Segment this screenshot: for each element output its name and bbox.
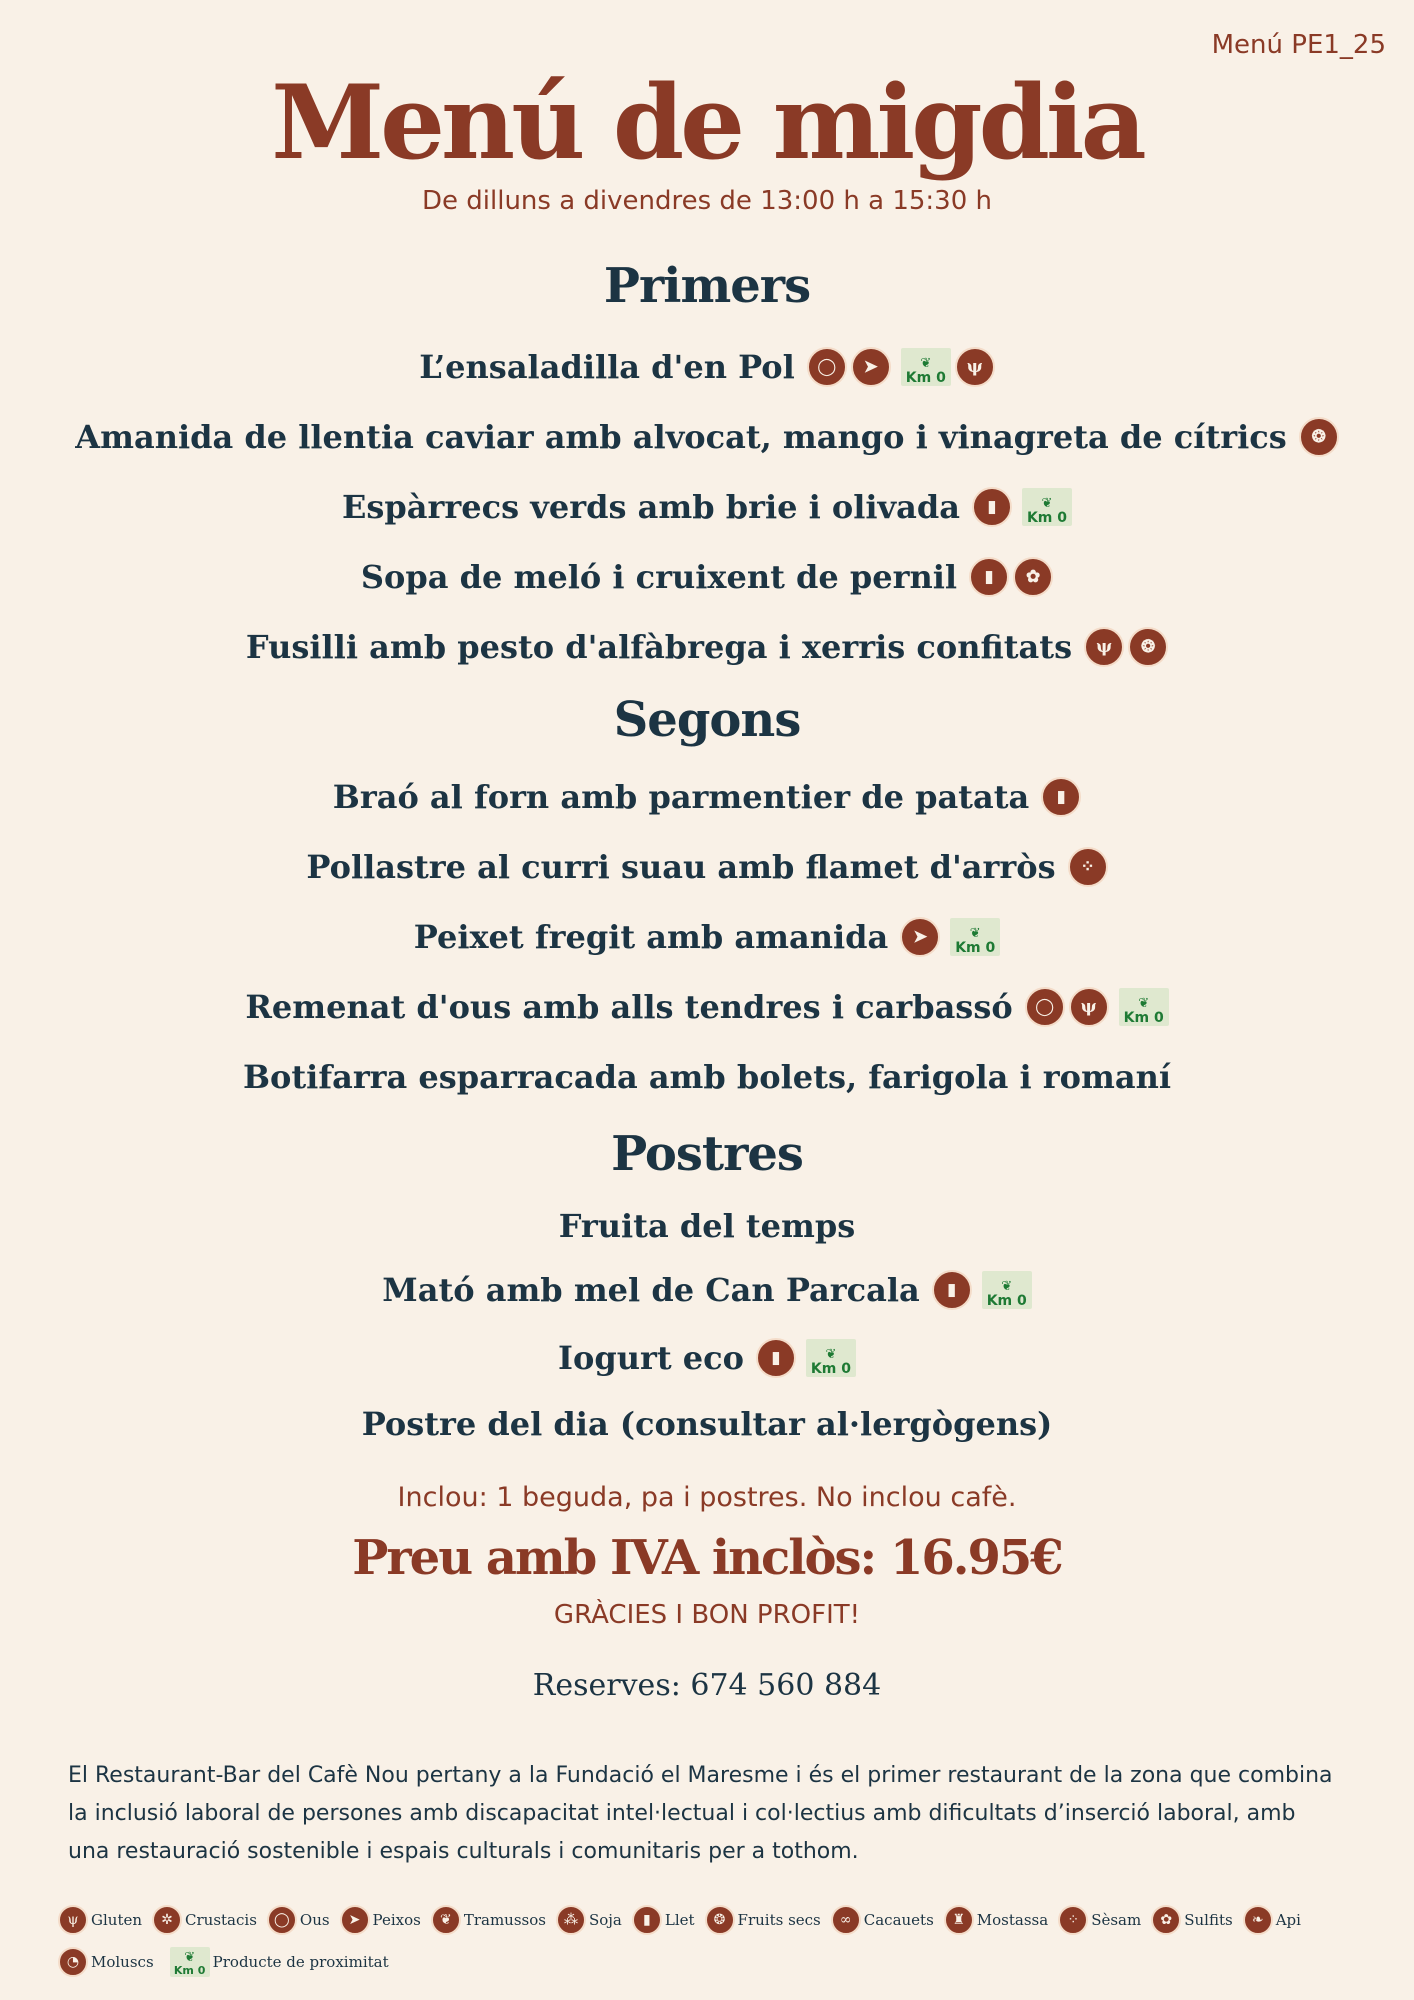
cacauets-icon: ∞ [831,1905,861,1935]
dish-item [0,345,1414,389]
reservations-phone: Reserves: 674 560 884 [532,1668,882,1703]
legend-label: Producte de proximitat [212,1953,389,1971]
allergen-badges [756,1338,856,1378]
dish-item [0,915,1414,959]
dish-name: Mató amb mel de Can Parcala [382,1271,920,1309]
thanks-text: GRÀCIES I BON PROFIT! [553,1600,861,1630]
legend-label: Soja [588,1911,622,1929]
dish-item [0,625,1414,669]
dish-name: Espàrrecs verds amb brie i olivada [342,488,960,526]
km0-icon [1119,988,1169,1026]
dish-item [0,485,1414,529]
gluten-icon: ψ [955,347,995,387]
about-text: El Restaurant-Bar del Cafè Nou pertany a la Fundació el Maresme i és el primer restaurant de la zona que combina la inclusió laboral de persones amb discapacitat intel·lectual i col·lectius amb dificultats d’inserció laboral, amb una restauració sostenible i espais culturals i comunitaris per a tothom. [68,1763,1333,1864]
llet-icon: ▮ [756,1338,796,1378]
legend-label: Crustacis [185,1911,257,1929]
allergen-badges [1025,987,1169,1027]
leaf-icon: ❦ [1041,496,1053,511]
leaf-icon: ❦ [1001,1279,1013,1294]
legend-item [58,1947,154,1977]
llet-icon: ▮ [969,557,1009,597]
km0-icon [982,1271,1032,1309]
leaf-icon: ❦ [969,926,981,941]
legend-item [556,1905,622,1935]
fruits-secs-icon: ❂ [1128,627,1168,667]
legend-item [431,1905,546,1935]
legend-label: Sulfits [1184,1911,1233,1929]
sesam-icon: ⁘ [1058,1905,1088,1935]
legend-item [340,1905,421,1935]
leaf-icon: ❦ [1138,996,1150,1011]
mostassa-icon: ♜ [944,1905,974,1935]
gluten-icon: ψ [1069,987,1109,1027]
fruits-secs-icon: ❂ [705,1905,735,1935]
dish-item [0,415,1414,459]
dish-name: Postre del dia (consultar al·lergògens) [361,1405,1053,1443]
km0-text: Km 0 [173,1964,206,1977]
legend-label: Cacauets [863,1911,934,1929]
leaf-icon: ❦ [184,1950,196,1965]
legend-item [58,1905,142,1935]
leaf-icon: ❦ [920,356,932,371]
legend-item [1058,1905,1141,1935]
legend-label: Moluscs [91,1953,154,1971]
gluten-icon: ψ [1084,627,1124,667]
allergen-badges [1084,627,1168,667]
km0-text: Km 0 [1026,510,1068,526]
allergen-badges [900,917,1000,957]
km0-text: Km 0 [955,940,996,956]
peixos-icon: ➤ [900,917,940,957]
includes-text: Inclou: 1 beguda, pa i postres. No inclou cafè. [397,1482,1017,1513]
allergen-badges [1068,847,1108,887]
km0-icon [950,918,1000,956]
dish-item [0,1204,1414,1248]
peixos-icon: ➤ [340,1905,370,1935]
km0-text: Km 0 [810,1361,851,1377]
api-icon: ❧ [1243,1905,1273,1935]
legend-item [705,1905,821,1935]
section-heading: Postres [611,1126,803,1182]
legend-label: Llet [664,1911,695,1929]
legend-label: Gluten [91,1911,143,1929]
allergen-badges [969,557,1053,597]
dish-name: Fruita del temps [558,1207,856,1245]
dish-name: Braó al forn amb parmentier de patata [332,778,1030,816]
price: Preu amb IVA inclòs: 16.95€ [352,1530,1062,1586]
tramussos-icon: ❦ [431,1905,461,1935]
legend-label: Sèsam [1091,1911,1142,1929]
km0-text: Km 0 [1123,1010,1164,1026]
legend-item [267,1905,330,1935]
gluten-icon: ψ [58,1905,88,1935]
dish-name: L’ensaladilla d'en Pol [419,348,795,386]
km0-icon [901,348,951,386]
ous-icon: ◯ [807,347,847,387]
dish-item [0,1055,1414,1099]
legend-item [944,1905,1048,1935]
legend-item [632,1905,695,1935]
km0-icon [806,1339,856,1377]
crustacis-icon: ✲ [152,1905,182,1935]
menu-code: Menú PE1_25 [1211,30,1386,60]
section-heading: Segons [613,692,801,748]
km0-text: Km 0 [905,370,946,386]
dish-item [0,555,1414,599]
llet-icon: ▮ [1041,777,1081,817]
allergen-badges [1041,777,1081,817]
soja-icon: ⁂ [556,1905,586,1935]
legend-label: Ous [299,1911,330,1929]
opening-hours: De dilluns a divendres de 13:00 h a 15:30 h [421,186,992,216]
legend-label: Tramussos [463,1911,546,1929]
peixos-icon: ➤ [851,347,891,387]
km0-icon [170,1947,210,1977]
allergen-legend [58,1905,1378,1977]
section-heading: Primers [603,258,811,314]
dish-name: Botifarra esparracada amb bolets, farigola i romaní [242,1058,1172,1096]
dish-name: Iogurt eco [558,1339,744,1377]
dish-item [0,1402,1414,1446]
sesam-icon: ⁘ [1068,847,1108,887]
km0-text: Km 0 [986,1293,1027,1309]
dish-name: Sopa de meló i cruixent de pernil [360,558,958,596]
leaf-icon: ❦ [825,1347,837,1362]
legend-item [164,1947,389,1977]
sulfits-icon: ✿ [1151,1905,1181,1935]
allergen-badges [1299,417,1339,457]
sulfits-icon: ✿ [1013,557,1053,597]
dish-item [0,845,1414,889]
allergen-badges [972,487,1072,527]
allergen-badges [932,1270,1032,1310]
legend-label: Fruits secs [737,1911,821,1929]
allergen-badges [807,347,995,387]
llet-icon: ▮ [632,1905,662,1935]
dish-item [0,775,1414,819]
dish-item [0,1268,1414,1312]
dish-name: Peixet fregit amb amanida [413,918,889,956]
moluscs-icon: ◔ [58,1947,88,1977]
dish-item [0,985,1414,1029]
legend-item [1151,1905,1232,1935]
menu-title: Menú de migdia [271,63,1143,183]
legend-item [1243,1905,1301,1935]
llet-icon: ▮ [932,1270,972,1310]
legend-label: Api [1275,1911,1301,1929]
llet-icon: ▮ [972,487,1012,527]
legend-item [831,1905,934,1935]
dish-name: Fusilli amb pesto d'alfàbrega i xerris confitats [245,628,1073,666]
legend-label: Peixos [372,1911,421,1929]
ous-icon: ◯ [267,1905,297,1935]
fruits-secs-icon: ❂ [1299,417,1339,457]
dish-name: Remenat d'ous amb alls tendres i carbassó [245,988,1013,1026]
legend-item [152,1905,257,1935]
dish-item [0,1336,1414,1380]
dish-name: Amanida de llentia caviar amb alvocat, mango i vinagreta de cítrics [75,418,1287,456]
km0-icon [1022,488,1072,526]
dish-name: Pollastre al curri suau amb flamet d'arròs [306,848,1056,886]
ous-icon: ◯ [1025,987,1065,1027]
legend-label: Mostassa [976,1911,1049,1929]
